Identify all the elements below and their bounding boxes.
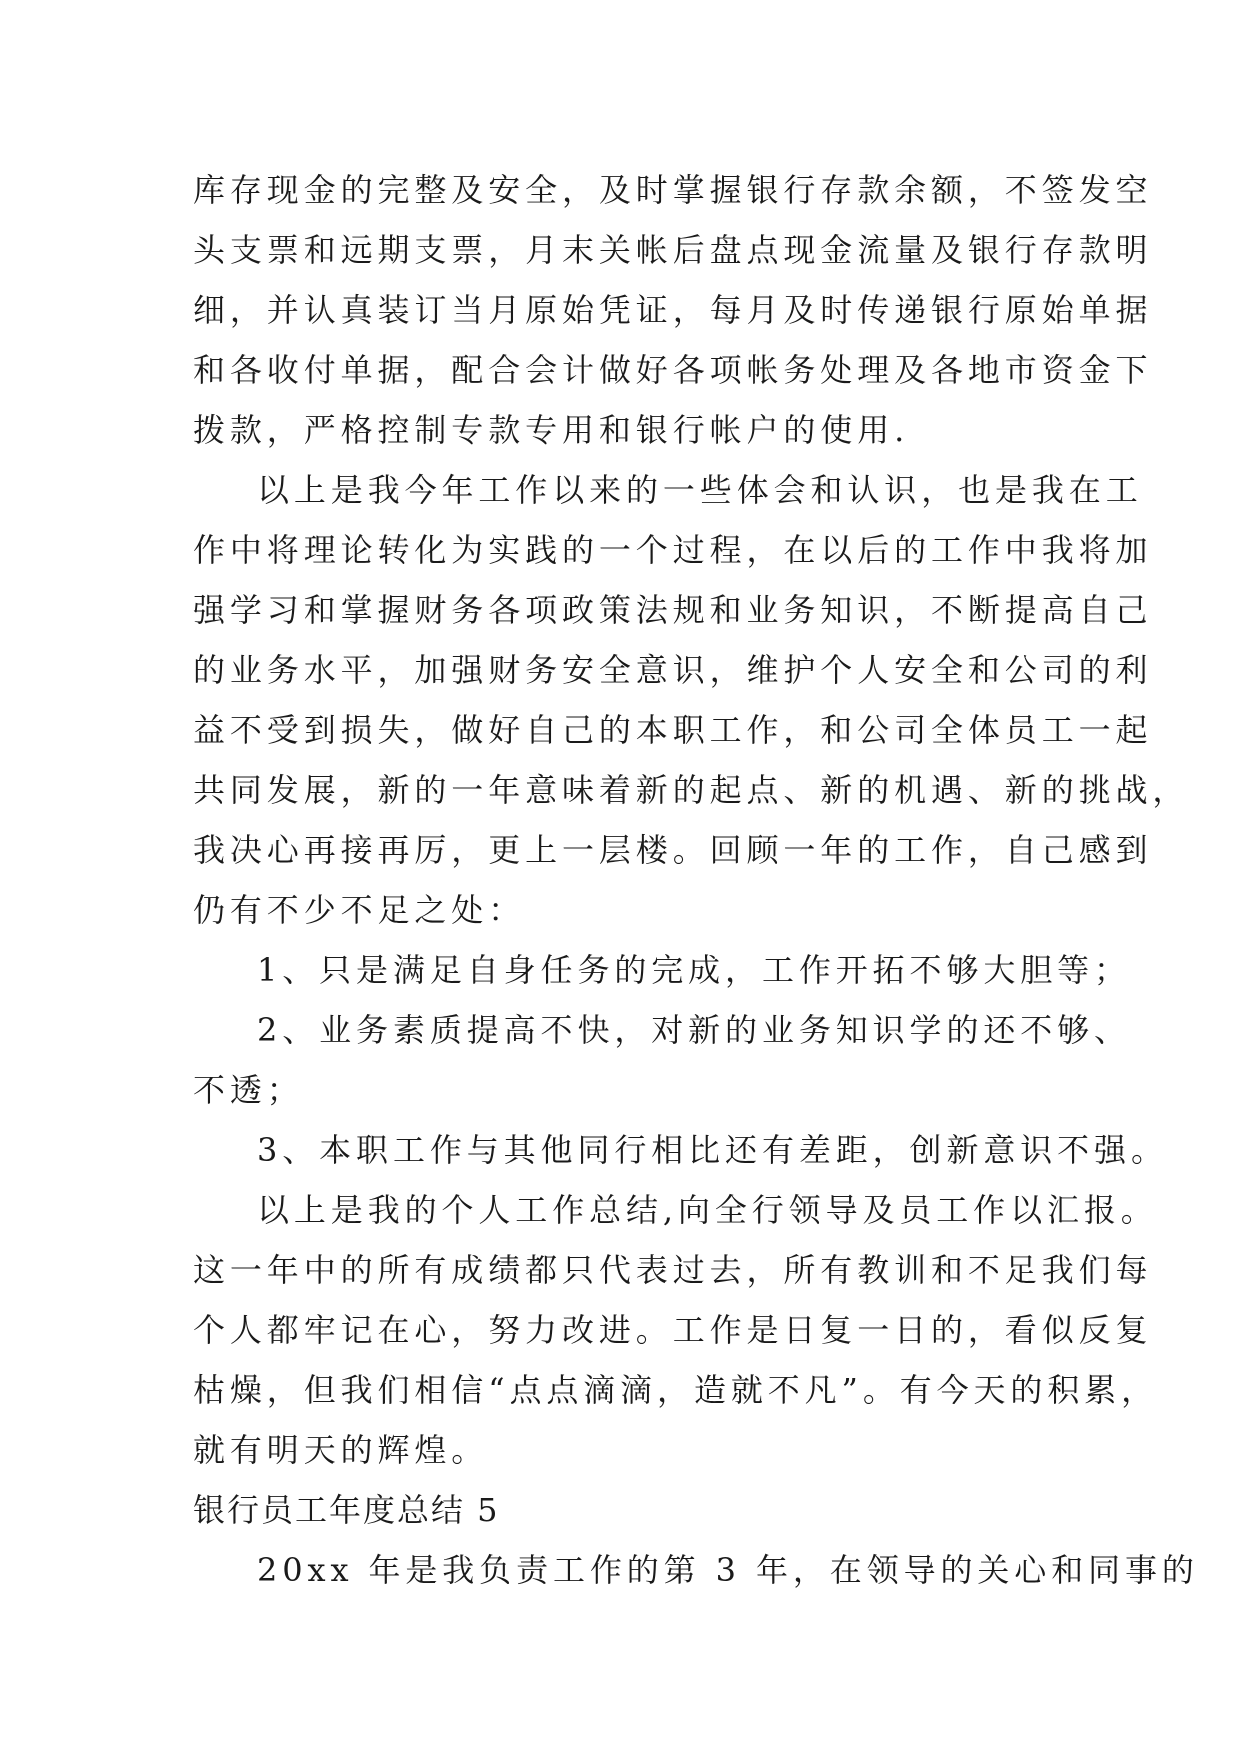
list-item: 3、本职工作与其他同行相比还有差距，创新意识不强。 <box>257 1131 1168 1169</box>
text-line: 以上是我今年工作以来的一些体会和认识，也是我在工 <box>257 471 1143 509</box>
text-line: 和各收付单据，配合会计做好各项帐务处理及各地市资金下 <box>193 351 1153 389</box>
text-line: 枯燥，但我们相信“点点滴滴，造就不凡”。有今天的积累， <box>193 1371 1159 1409</box>
text-line: 20xx 年是我负责工作的第 3 年，在领导的关心和同事的 <box>257 1551 1199 1589</box>
list-item: 2、业务素质提高不快，对新的业务知识学的还不够、 <box>257 1011 1131 1049</box>
text-line: 就有明天的辉煌。 <box>193 1431 489 1469</box>
text-line: 库存现金的完整及安全，及时掌握银行存款余额，不签发空 <box>193 171 1153 209</box>
text-line: 共同发展，新的一年意味着新的起点、新的机遇、新的挑战， <box>193 771 1190 809</box>
text-line: 以上是我的个人工作总结,向全行领导及员工作以汇报。 <box>257 1191 1158 1229</box>
text-line: 强学习和掌握财务各项政策法规和业务知识，不断提高自己 <box>193 591 1153 629</box>
text-line: 我决心再接再厉，更上一层楼。回顾一年的工作，自己感到 <box>193 831 1153 869</box>
text-line: 的业务水平，加强财务安全意识，维护个人安全和公司的利 <box>193 651 1153 689</box>
text-line: 这一年中的所有成绩都只代表过去，所有教训和不足我们每 <box>193 1251 1153 1289</box>
text-line: 拨款，严格控制专款专用和银行帐户的使用. <box>193 411 910 449</box>
text-line: 作中将理论转化为实践的一个过程，在以后的工作中我将加 <box>193 531 1153 569</box>
text-line: 益不受到损失，做好自己的本职工作，和公司全体员工一起 <box>193 711 1153 749</box>
text-line: 头支票和远期支票，月末关帐后盘点现金流量及银行存款明 <box>193 231 1153 269</box>
text-line: 仍有不少不足之处： <box>193 891 526 929</box>
section-heading: 银行员工年度总结 5 <box>193 1491 500 1529</box>
list-item: 1、只是满足自身任务的完成，工作开拓不够大胆等； <box>257 951 1131 989</box>
text-line: 个人都牢记在心，努力改进。工作是日复一日的，看似反复 <box>193 1311 1153 1349</box>
text-line: 细，并认真装订当月原始凭证，每月及时传递银行原始单据 <box>193 291 1153 329</box>
document-body <box>193 160 1199 1600</box>
text-line: 不透； <box>193 1071 304 1109</box>
